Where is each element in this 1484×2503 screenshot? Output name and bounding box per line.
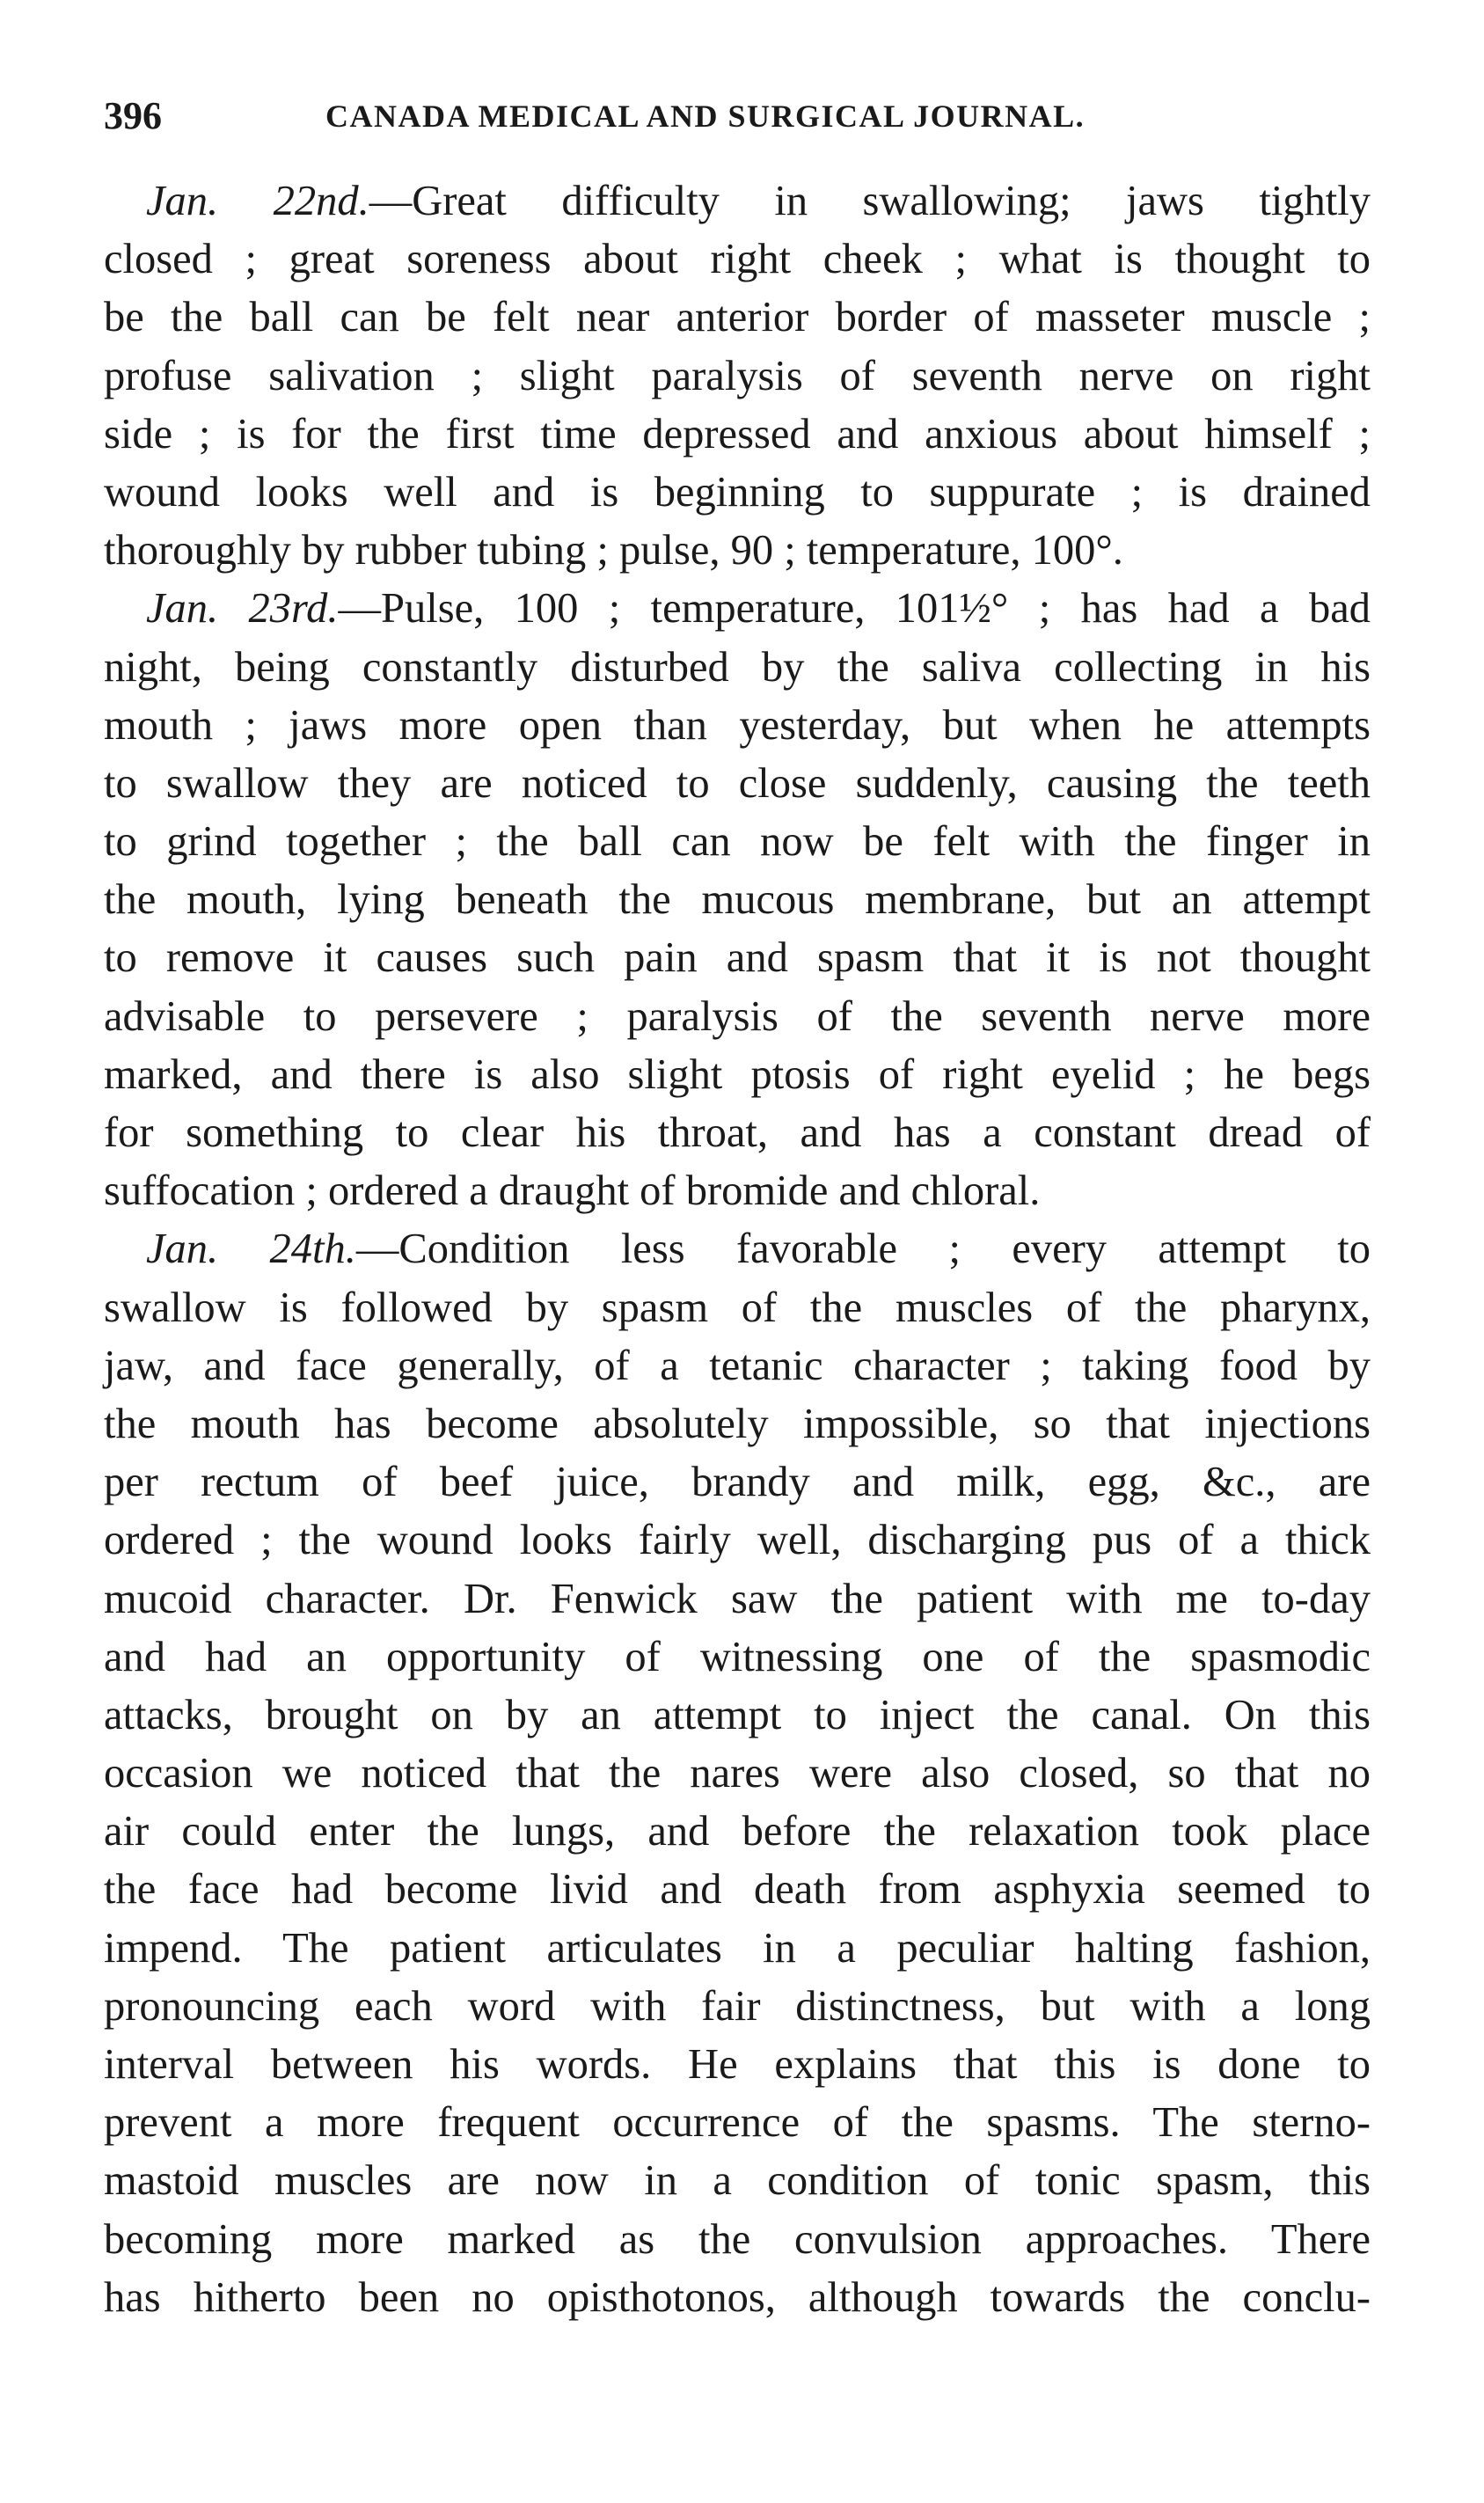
- text-line: the face had become livid and death from asphyxia seemed to: [104, 1866, 1371, 1914]
- text-line: attacks, brought on by an attempt to inject the canal. On this: [104, 1691, 1371, 1738]
- text-line: night, being constantly disturbed by the saliva collecting in his: [104, 643, 1371, 691]
- text-line: the mouth has become absolutely impossible, so that injections: [104, 1400, 1371, 1447]
- entry-jan-22: [104, 172, 1371, 580]
- text-line: to grind together ; the ball can now be felt with the finger in: [104, 818, 1371, 866]
- text-line: per rectum of beef juice, brandy and milk, egg, &c., are: [104, 1459, 1371, 1506]
- text-line: marked, and there is also slight ptosis of right eyelid ; he begs: [104, 1050, 1371, 1098]
- text-line: advisable to persevere ; paralysis of the seventh nerve more: [104, 992, 1371, 1040]
- text-line: pronouncing each word with fair distinctness, but with a long: [104, 1982, 1371, 2030]
- text-line: side ; is for the first time depressed and anxious about himself ;: [104, 410, 1371, 457]
- text-line: and had an opportunity of witnessing one of the spasmodic: [104, 1633, 1371, 1680]
- text-line: thoroughly by rubber tubing ; pulse, 90 ; temperature, 100°.: [104, 527, 1123, 575]
- running-head: [104, 90, 1371, 143]
- text-line: air could enter the lungs, and before the relaxation took place: [104, 1808, 1371, 1855]
- entry-date: Jan. 22nd.: [146, 178, 369, 224]
- body-text: [104, 172, 1371, 2327]
- entry-jan-24: [104, 1220, 1371, 2327]
- entry-date: Jan. 24th.: [146, 1226, 356, 1273]
- page-number: 396: [104, 94, 162, 137]
- text-line: occasion we noticed that the nares were also closed, so that no: [104, 1750, 1371, 1797]
- text-line: jaw, and face generally, of a tetanic character ; taking food by: [104, 1342, 1371, 1389]
- text-line: mouth ; jaws more open than yesterday, but when he attempts: [104, 701, 1371, 749]
- text-line: mucoid character. Dr. Fenwick saw the patient with me to-day: [104, 1575, 1371, 1622]
- text-line: Jan. 23rd.—Pulse, 100 ; temperature, 101½° ; has had a bad: [146, 585, 1371, 633]
- journal-title: CANADA MEDICAL AND SURGICAL JOURNAL.: [325, 99, 1086, 134]
- text-line: mastoid muscles are now in a condition of tonic spasm, this: [104, 2157, 1371, 2205]
- text-line: be the ball can be felt near anterior border of masseter muscle ;: [104, 294, 1371, 341]
- text-line: Jan. 24th.—Condition less favorable ; every attempt to: [146, 1226, 1371, 1273]
- text-line: becoming more marked as the convulsion approaches. There: [104, 2215, 1371, 2263]
- text-line: the mouth, lying beneath the mucous membrane, but an attempt: [104, 876, 1371, 924]
- text-line: suffocation ; ordered a draught of bromide and chloral.: [104, 1167, 1041, 1215]
- text-line: wound looks well and is beginning to suppurate ; is drained: [104, 468, 1371, 516]
- text-line: Jan. 22nd.—Great difficulty in swallowing; jaws tightly: [146, 178, 1371, 224]
- text-line: has hitherto been no opisthotonos, although towards the conclu-: [104, 2273, 1371, 2321]
- text-line: closed ; great soreness about right cheek ; what is thought to: [104, 236, 1371, 283]
- text-line: impend. The patient articulates in a peculiar halting fashion,: [104, 1924, 1371, 1972]
- entry-jan-23: [104, 580, 1371, 1220]
- entry-date: Jan. 23rd.: [146, 585, 339, 633]
- text-line: ordered ; the wound looks fairly well, discharging pus of a thick: [104, 1517, 1371, 1564]
- text-line: prevent a more frequent occurrence of the spasms. The sterno-: [104, 2099, 1371, 2147]
- text-line: to swallow they are noticed to close suddenly, causing the teeth: [104, 759, 1371, 807]
- text-line: profuse salivation ; slight paralysis of seventh nerve on right: [104, 352, 1371, 399]
- text-line: interval between his words. He explains that this is done to: [104, 2041, 1371, 2088]
- text-line: to remove it causes such pain and spasm that it is not thought: [104, 934, 1371, 982]
- text-line: for something to clear his throat, and has a constant dread of: [104, 1109, 1371, 1156]
- text-line: swallow is followed by spasm of the muscles of the pharynx,: [104, 1284, 1371, 1331]
